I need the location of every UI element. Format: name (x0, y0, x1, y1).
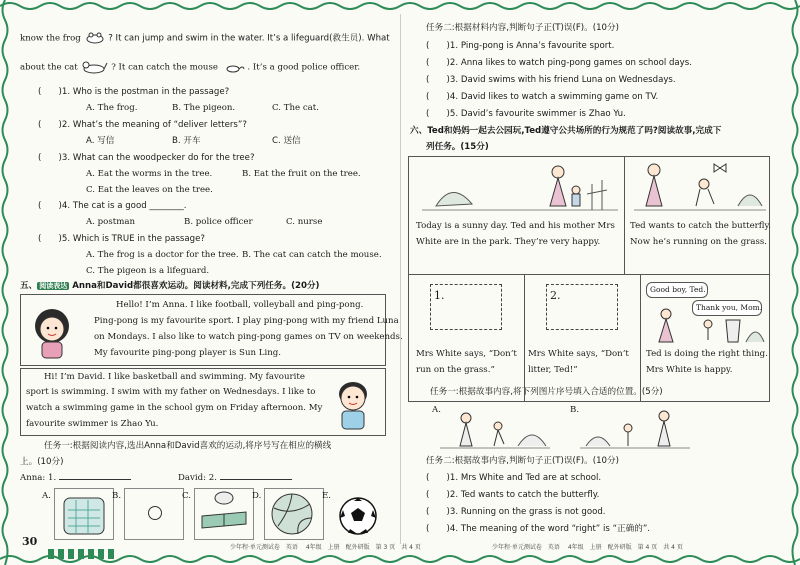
option-d-label: D. (252, 491, 262, 501)
anna-line-2: Ping-pong is my favourite sport. I play ping-pong with my friend Luna (94, 316, 399, 326)
story-5-line-2: Mrs White is happy. (646, 365, 733, 375)
picture-b-illustration (580, 408, 690, 452)
q4-option-b: B. police officer (184, 217, 253, 227)
slot-2-label: 2. (550, 289, 561, 302)
right-footer: 少年程·单元测试卷 英语 4年级 上册 配外研版 第 4 页 共 4 页 (492, 544, 683, 551)
ping-pong-table-icon (198, 490, 250, 538)
option-c-label: C. (182, 491, 192, 501)
anna-girl-illustration (28, 304, 76, 360)
mouse-icon (221, 61, 245, 73)
frog-icon (84, 32, 106, 44)
story-5-line-1: Ted is doing the right thing. (646, 349, 768, 359)
story-1-line-1: Today is a sunny day. Ted and his mother Mrs (416, 221, 615, 231)
left-page (20, 22, 403, 562)
q1-option-c: C. The cat. (272, 103, 319, 113)
slot-1-drop-area[interactable] (430, 284, 502, 330)
story-divider-3 (640, 274, 641, 402)
option-a-label: A. (42, 491, 51, 501)
section-6-heading: 六、Ted和妈妈一起去公园玩,Ted遵守公共场所的行为规范了吗?阅读故事,完成下 (410, 126, 722, 136)
option-b-label: B. (112, 491, 122, 501)
question-2: ( )2. What’s the meaning of “deliver letters”? (38, 120, 247, 130)
question-5: ( )5. Which is TRUE in the passage? (38, 234, 205, 244)
story-4-line-1: Mrs White says, “Don’t (528, 349, 629, 359)
task-1-instruction: 任务一:根据阅读内容,选出Anna和David喜欢的运动,将序号写在相应的横线 (44, 441, 332, 451)
option-e-label: E. (322, 491, 332, 501)
story-2-line-2: Now he’s running on the grass. (630, 237, 768, 247)
story-divider-h (408, 274, 770, 275)
question-3: ( )3. What can the woodpecker do for the tree? (38, 153, 255, 163)
page-divider (400, 14, 401, 544)
tf-item-3: ( )3. David swims with his friend Luna on Wednesdays. (426, 75, 676, 85)
david-boy-illustration (330, 376, 376, 432)
tf-item-1: ( )1. Ping-pong is Anna’s favourite sport. (426, 41, 615, 51)
right-page (408, 22, 780, 562)
story-task-1-title: 任务一:根据故事内容,将下列图片序号填入合适的位置。(5分) (430, 387, 663, 397)
anna-line-1: Hello! I’m Anna. I like football, volleyball and ping-pong. (116, 300, 364, 310)
q3-option-c: C. Eat the leaves on the tree. (86, 185, 213, 195)
story-divider-2 (524, 274, 525, 402)
ping-pong-ball-icon (148, 506, 162, 520)
q3-option-b: B. Eat the fruit on the tree. (242, 169, 361, 179)
david-answer-blank[interactable] (220, 479, 292, 480)
story-tf-item-3: ( )3. Running on the grass is not good. (426, 507, 606, 517)
story-1-line-2: White are in the park. They’re very happy. (416, 237, 601, 247)
picture-a-illustration (440, 408, 550, 452)
page-number: 30 (22, 535, 38, 548)
ted-bin-illustration (646, 306, 766, 344)
story-3-line-1: Mrs White says, “Don’t (416, 349, 517, 359)
story-task-2-title: 任务二:根据故事内容,判断句子正(T)误(F)。(10分) (426, 456, 619, 466)
q3-option-a: A. Eat the worms in the tree. (86, 169, 213, 179)
task-2-title: 任务二:根据材料内容,判断句子正(T)误(F)。(10分) (426, 23, 619, 33)
story-tf-item-4: ( )4. The meaning of the word “right” is “正确的”. (426, 524, 651, 534)
section-6-heading-cont: 列任务。(15分) (426, 142, 489, 152)
tf-item-2: ( )2. Anna likes to watch ping-pong games on school days. (426, 58, 692, 68)
anna-answer-blank[interactable] (59, 479, 131, 480)
intro-line-2: about the cat ? It can catch the mouse . It’s a good police officer. (20, 60, 360, 74)
david-line-4: favourite swimmer is Zhao Yu. (26, 419, 159, 429)
pool-icon (60, 492, 108, 538)
david-line-2: sport is swimming. I swim with my father on Wednesdays. I like to (26, 387, 316, 397)
story-tf-item-1: ( )1. Mrs White and Ted are at school. (426, 473, 602, 483)
q1-option-a: A. The frog. (86, 103, 138, 113)
tf-item-4: ( )4. David likes to watch a swimming game on TV. (426, 92, 659, 102)
david-answer-row: David: 2. (178, 472, 292, 484)
top-wave-border (0, 0, 800, 12)
q2-option-a: A. 写信 (86, 136, 115, 146)
task-1-instruction-cont: 上。(10分) (20, 457, 64, 467)
q1-option-b: B. The pigeon. (172, 103, 236, 113)
q2-option-c: C. 送信 (272, 136, 301, 146)
football-icon (338, 496, 378, 536)
story-2-line-1: Ted wants to catch the butterfly. (630, 221, 771, 231)
question-4: ( )4. The cat is a good ________. (38, 201, 187, 211)
tf-item-5: ( )5. David’s favourite swimmer is Zhao Yu. (426, 109, 626, 119)
story-divider-1 (624, 156, 625, 274)
picture-a-label: A. (432, 405, 441, 415)
david-line-3: watch a swimming game in the school gym on Friday afternoon. My (26, 403, 323, 413)
butterfly-chase-illustration (634, 160, 766, 214)
story-3-line-2: run on the grass.” (416, 365, 495, 375)
story-4-line-2: litter, Ted!” (528, 365, 578, 375)
left-wave-border (0, 0, 10, 565)
cat-icon (80, 60, 108, 74)
q5-option-a: A. The frog is a doctor for the tree. (86, 250, 239, 260)
slot-2-drop-area[interactable] (546, 284, 618, 330)
park-scene-illustration (422, 160, 618, 214)
bubble-1-text: Good boy, Ted. (650, 285, 706, 294)
left-footer: 少年程·单元测试卷 英语 4年级 上册 配外研版 第 3 页 共 4 页 (230, 544, 421, 551)
q4-option-a: A. postman (86, 217, 136, 227)
right-wave-border (790, 0, 800, 565)
picture-b-label: B. (570, 405, 580, 415)
intro-line-1: know the frog ? It can jump and swim in the water. It’s a lifeguard(救生员). What (20, 33, 390, 44)
anna-line-4: My favourite ping-pong player is Sun Ling. (94, 348, 281, 358)
david-line-1: Hi! I’m David. I like basketball and swimming. My favourite (44, 372, 305, 382)
q4-option-c: C. nurse (286, 217, 323, 227)
anna-line-3: on Mondays. I also like to watch ping-pong games on TV on weekends. (94, 332, 403, 342)
anna-answer-row: Anna: 1. (20, 472, 131, 484)
section-5-heading: 五、 阅读表达 Anna和David都很喜欢运动。阅读材料,完成下列任务。(20分) (20, 281, 320, 291)
question-1: ( )1. Who is the postman in the passage? (38, 87, 230, 97)
slot-1-label: 1. (434, 289, 445, 302)
q2-option-b: B. 开车 (172, 136, 201, 146)
section-5-tag: 阅读表达 (39, 282, 68, 290)
story-tf-item-2: ( )2. Ted wants to catch the butterfly. (426, 490, 600, 500)
q5-option-c: C. The pigeon is a lifeguard. (86, 266, 210, 276)
green-bars-decoration (48, 549, 118, 562)
q5-option-b: B. The cat can catch the mouse. (242, 250, 382, 260)
volleyball-icon (268, 490, 320, 538)
bubble-2-text: Thank you, Mom. (696, 303, 763, 312)
